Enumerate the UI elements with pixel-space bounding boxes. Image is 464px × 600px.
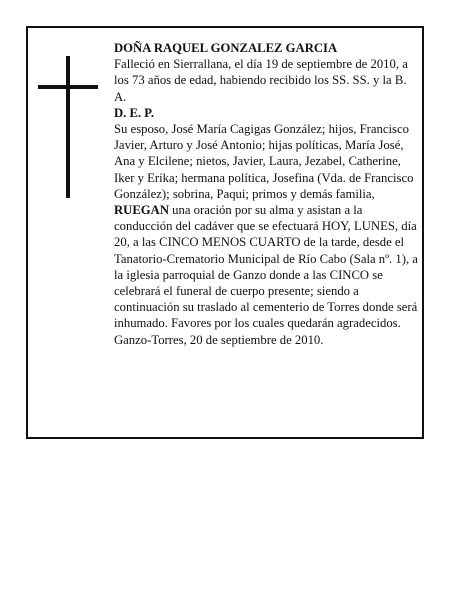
notice-text (114, 40, 420, 348)
family-list: Su esposo, José María Cagigas González; hijos, Francisco Javier, Arturo y José Antonio; hijas políticas, María José, Ana y Elcilene; nietos, Javier, Laura, Jezabel, Catherine, Iker y Erika; hermana política, Josefina (Vda. de Francisco González); sobrina, Paqui; primos y demás familia, (114, 122, 414, 201)
request-text: una oración por su alma y asistan a la conducción del cadáver que se efectuará HOY, LUNES, día 20, a las CINCO MENOS CUARTO de la tarde, desde el Tanatorio-Crematorio Municipal de Río Cabo (Sala nº. 1), a la iglesia parroquial de Ganzo donde a las CINCO se celebrará el funeral de cuerpo presente; siendo a continuación su traslado al cementerio de Torres donde será inhumado. Favores por los cuales quedarán agradecidos. (114, 203, 418, 331)
obituary-notice (26, 26, 424, 439)
death-info: Falleció en Sierrallana, el día 19 de septiembre de 2010, a los 73 años de edad, habiendo recibido los SS. SS. y la B. A. (114, 57, 408, 104)
cross-icon (38, 56, 98, 198)
request-word: RUEGAN (114, 203, 169, 218)
place-date: Ganzo-Torres, 20 de septiembre de 2010. (114, 332, 324, 347)
cross-horizontal-bar (38, 85, 98, 89)
deceased-name: DOÑA RAQUEL GONZALEZ GARCIA (114, 41, 338, 55)
cross-vertical-bar (66, 56, 70, 198)
request-paragraph (114, 202, 420, 332)
rip-line: D. E. P. (114, 105, 155, 120)
